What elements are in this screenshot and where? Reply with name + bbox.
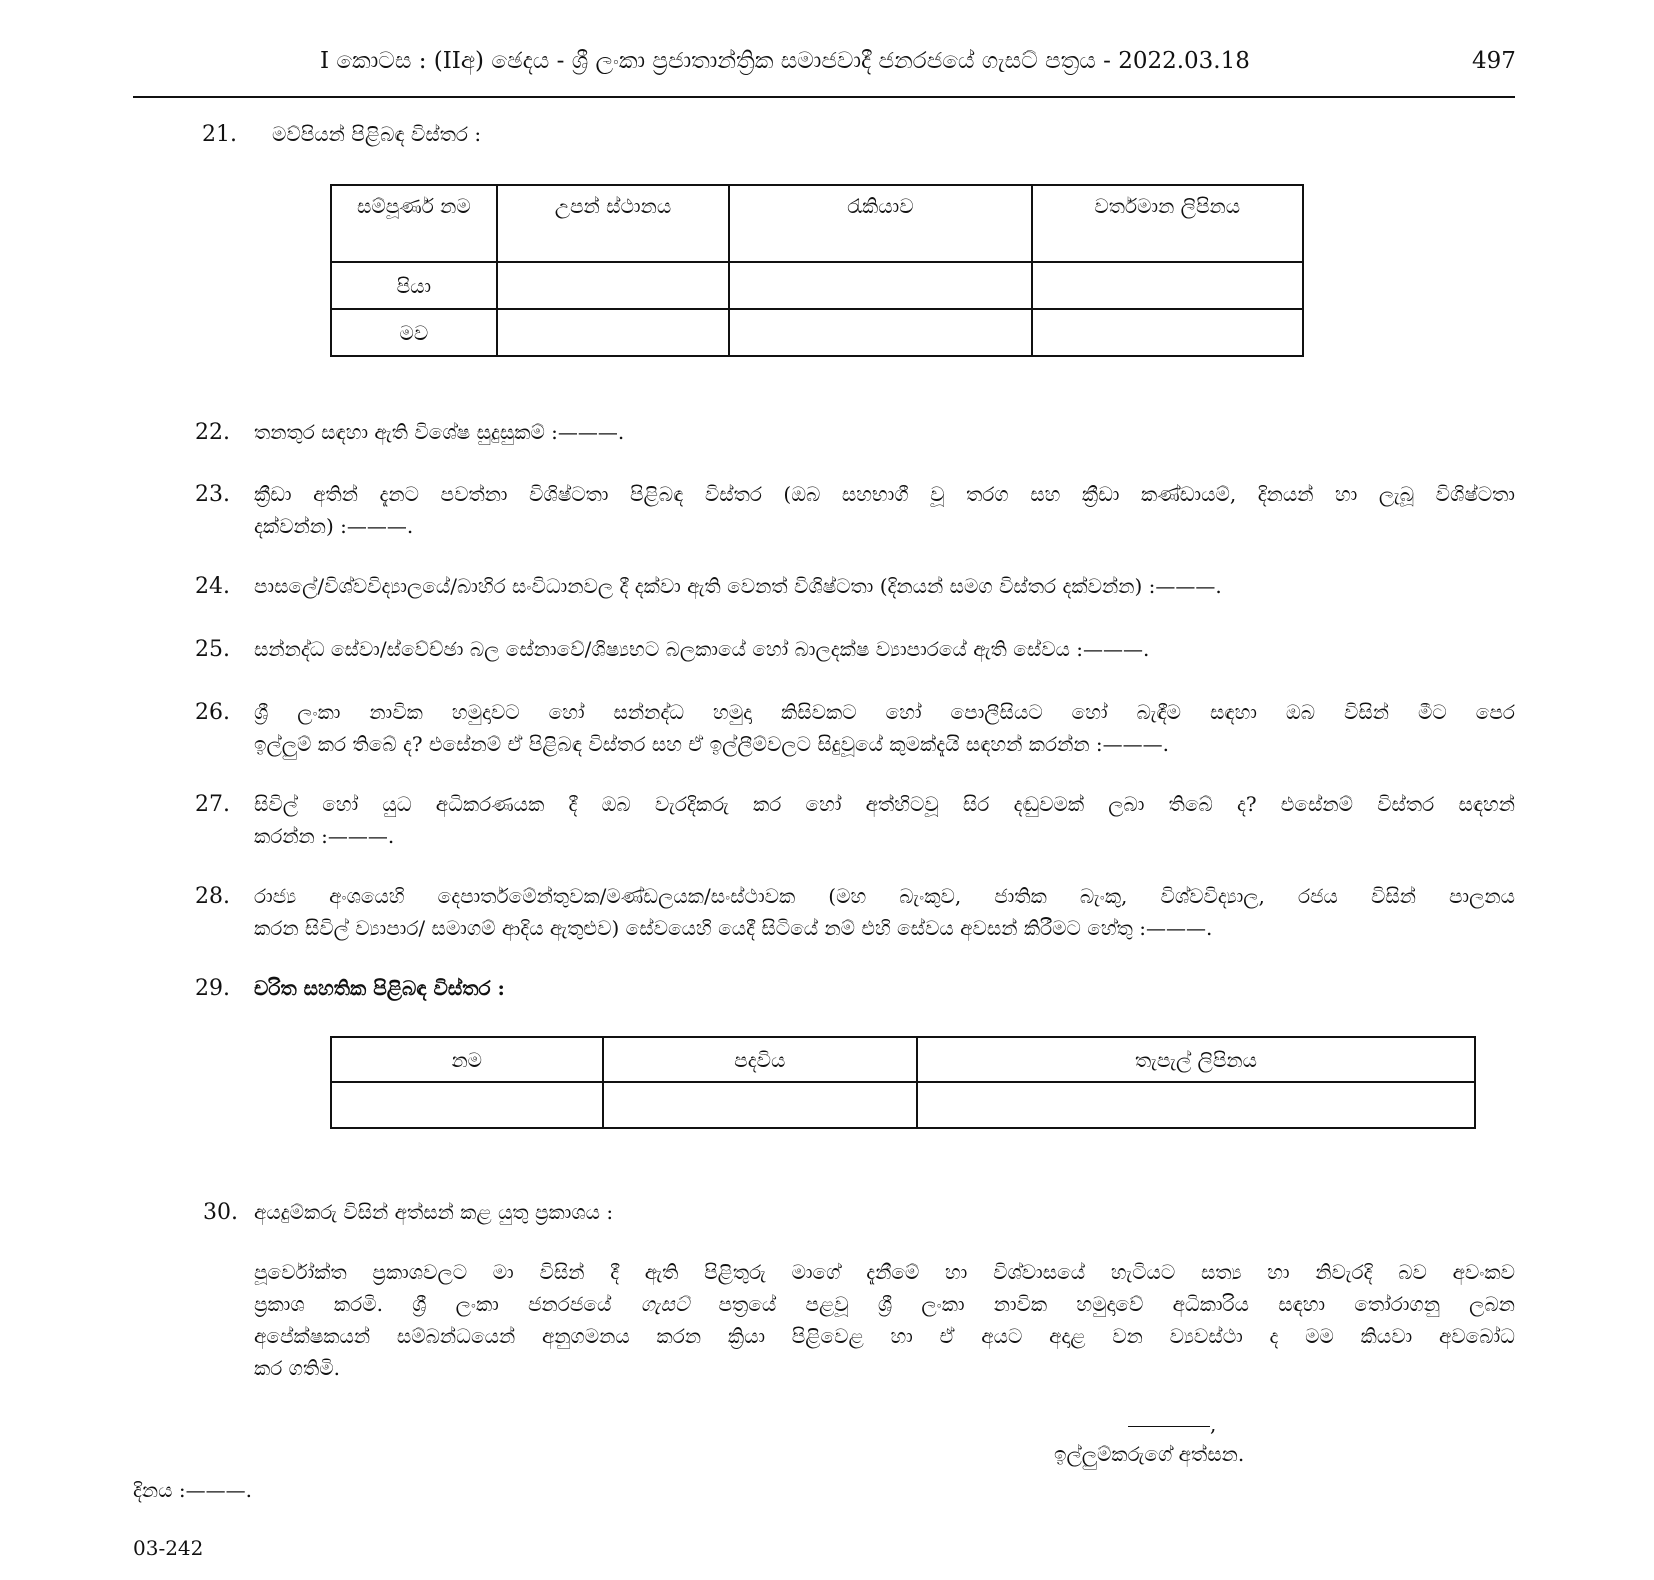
declaration-line-2: ප්‍රකාශ කරමි. ශ්‍රී ලංකා ජනරජයේ ගැසට් පත්‍රයේ පළවූ ශ්‍රී ලංකා නාවික හමුදාවේ අධිකාරිය සඳහා තෝරාගනු ලබන — [254, 1292, 1515, 1316]
item-29-text: චරිත සහතික පිළිබඳ විස්තර : — [254, 976, 505, 1000]
item-22-number: 22. — [195, 420, 230, 445]
item-28-line-2: කරන සිවිල් ව්‍යාපාර/ සමාගම් ආදිය ඇතුළුව) සේවයෙහි යෙදී සිටියේ නම් එහි සේවය අවසන් කිරීමට හේතු :———. — [254, 916, 1213, 940]
item-22-text: තනතුර සඳහා ඇති විශේෂ සුදුසුකම් :———. — [254, 420, 625, 444]
item-25-number: 25. — [195, 637, 230, 662]
item-23-line-2: දක්වන්න) :———. — [254, 514, 414, 538]
page-number: 497 — [1472, 48, 1516, 74]
parents-row-mother-birthplace[interactable] — [497, 309, 730, 356]
declaration-line-3: අපේක්ෂකයන් සම්බන්ධයෙන් අනුගමනය කරන ක්‍රියා පිළිවෙළ හා ඒ අයට අදාළ වන ව්‍යවස්ථා ද මම කියවා අවබෝධ — [254, 1324, 1515, 1348]
parents-table — [330, 184, 1304, 357]
parents-header-address: වර්තමාන ලිපිනය — [1032, 185, 1303, 262]
item-21-text: මව්පියන් පිළිබඳ විස්තර : — [272, 122, 482, 146]
parents-header-occupation: රැකියාව — [729, 185, 1031, 262]
table-row — [331, 1082, 1475, 1128]
item-26-line-2: ඉල්ලුම් කර තිබේ ද? එසේනම් ඒ පිළිබඳ විස්තර සහ ඒ ඉල්ලීම්වලට සිදුවූයේ කුමක්දැයි සඳහන් කරන්න :———. — [254, 732, 1170, 756]
declaration-line-4: කර ගතිමි. — [254, 1356, 340, 1380]
item-23-line-1: ක්‍රීඩා අතින් දැනට පවත්නා විශිෂ්ටතා පිළිබඳ විස්තර (ඔබ සහභාගී වූ තරග සහ ක්‍රීඩා කණ්ඩායම්, දිනයන් හා ලැබූ විශිෂ්ටතා — [254, 482, 1515, 506]
item-26-line-1: ශ්‍රී ලංකා නාවික හමුදාවට හෝ සන්නද්ධ හමුදා කිසිවකට හෝ පොලීසියට හෝ බැඳීම සඳහා ඔබ විසින් මීට පෙර — [254, 700, 1515, 724]
table-row — [331, 309, 1303, 356]
item-24-text: පාසලේ/විශ්වවිද්‍යාලයේ/බාහිර සංවිධානවල දී දක්වා ඇති වෙනත් විශිෂ්ටතා (දිනයන් සමග විස්තර දක්වන්න) :———. — [254, 574, 1222, 598]
parents-header-full-name: සම්පූර්ණ නම — [331, 185, 497, 262]
parents-row-mother-label: මව — [331, 309, 497, 356]
item-27-line-1: සිවිල් හෝ යුධ අධිකරණයක දී ඔබ වැරදිකරු කර හෝ අත්හිටවූ සිර දඬුවමක් ලබා තිබේ ද? එසේනම් විස්තර සඳහන් — [254, 792, 1515, 816]
signature-label: ඉල්ලුම්කරුගේ අත්සන. — [1054, 1442, 1245, 1466]
cert-header-name: නම — [331, 1037, 603, 1082]
declaration-line-1: පූර්වෝක්ත ප්‍රකාශවලට මා විසින් දී ඇති පිළිතුරු මාගේ දැනීමේ හා විශ්වාසයේ හැටියට සත්‍ය හා නිවැරදි බව අවංකව — [254, 1260, 1515, 1284]
parents-row-mother-occupation[interactable] — [729, 309, 1031, 356]
item-25-text: සන්නද්ධ සේවා/ස්වේච්ඡා බල සේනාවේ/ශිෂ්‍යභට බලකායේ හෝ බාලදක්ෂ ව්‍යාපාරයේ ඇති සේවය :———. — [254, 637, 1150, 661]
header-rule — [133, 96, 1515, 98]
cert-row-position[interactable] — [603, 1082, 917, 1128]
signature-line[interactable] — [1128, 1426, 1210, 1427]
parents-row-mother-address[interactable] — [1032, 309, 1303, 356]
gazette-header-title: I කොටස : (IIඅ) ඡෙදය - ශ්‍රී ලංකා ප්‍රජාතාන්ත්‍රික සමාජවාදී ජනරජයේ ගැසට් පත්‍රය - 2022.03.18 — [320, 48, 1250, 74]
gazette-italic-word: ගැසට් — [640, 1292, 690, 1316]
character-certificates-table — [330, 1036, 1476, 1129]
item-30-number: 30. — [203, 1200, 238, 1225]
parents-row-father-label: පියා — [331, 262, 497, 309]
table-row — [331, 262, 1303, 309]
parents-row-father-occupation[interactable] — [729, 262, 1031, 309]
cert-header-position: පදවිය — [603, 1037, 917, 1082]
item-27-number: 27. — [195, 792, 230, 817]
signature-comma: , — [1210, 1412, 1217, 1436]
item-30-text: අයදුම්කරු විසින් අත්සන් කළ යුතු ප්‍රකාශය : — [254, 1200, 614, 1224]
item-21-number: 21. — [202, 122, 237, 147]
cert-header-postal-address: තැපැල් ලිපිනය — [917, 1037, 1475, 1082]
date-field[interactable]: දිනය :———. — [133, 1478, 252, 1502]
footer-code: 03-242 — [133, 1536, 204, 1560]
item-28-line-1: රාජ්‍ය අංශයෙහි දෙපාර්තමේන්තුවක/මණ්ඩලයක/සංස්ථාවක (මහ බැංකුව, ජාතික බැංකු, විශ්වවිද්‍යාල, රජය විසින් පාලනය — [254, 884, 1515, 908]
parents-row-father-birthplace[interactable] — [497, 262, 730, 309]
item-29-number: 29. — [195, 976, 230, 1001]
cert-row-postal-address[interactable] — [917, 1082, 1475, 1128]
item-24-number: 24. — [195, 574, 230, 599]
parents-header-birthplace: උපන් ස්ථානය — [497, 185, 730, 262]
item-26-number: 26. — [195, 700, 230, 725]
cert-row-name[interactable] — [331, 1082, 603, 1128]
parents-row-father-address[interactable] — [1032, 262, 1303, 309]
item-27-line-2: කරන්න :———. — [254, 824, 395, 848]
item-28-number: 28. — [195, 884, 230, 909]
item-23-number: 23. — [195, 482, 230, 507]
